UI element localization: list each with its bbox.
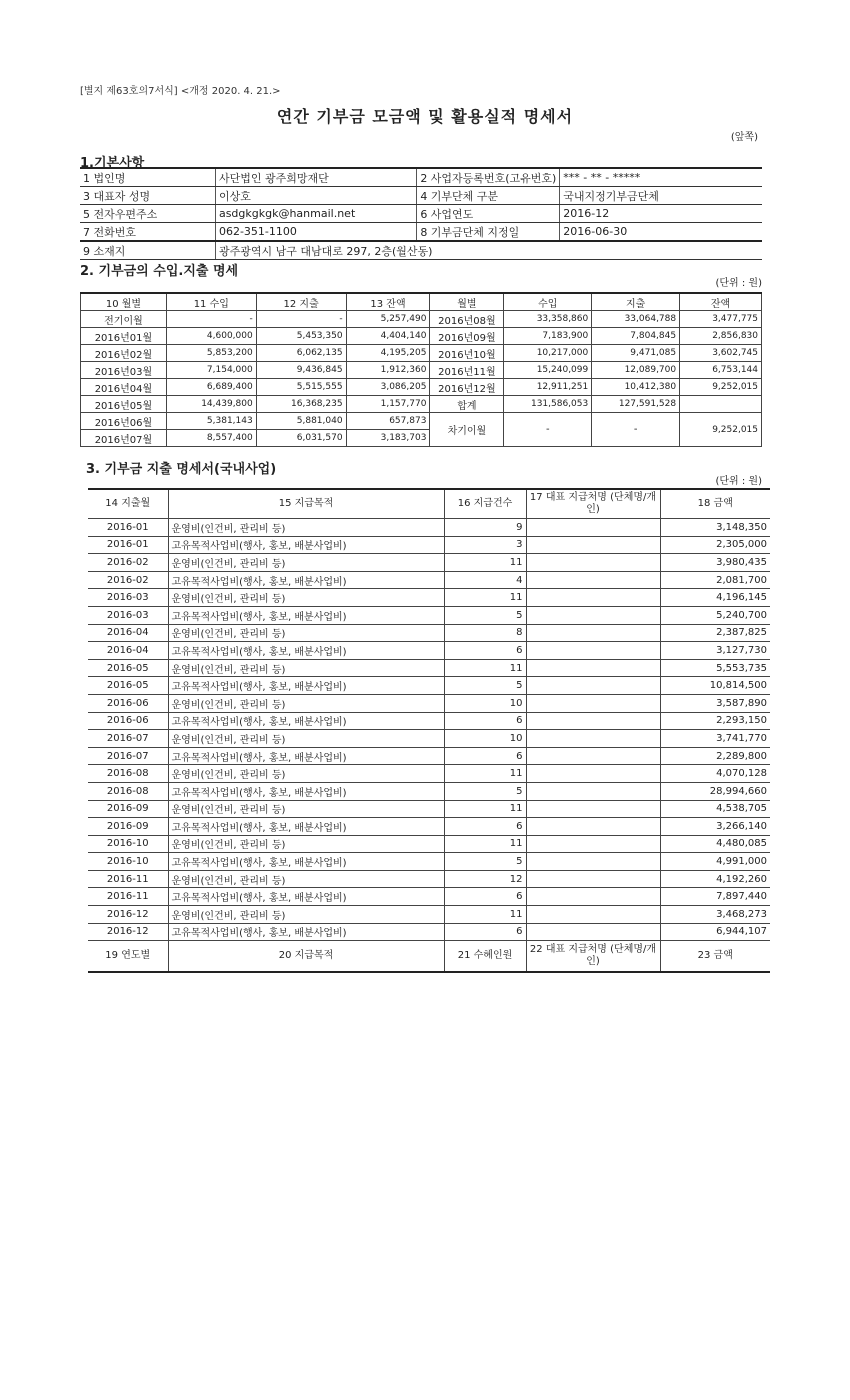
expense-count: 12 <box>444 870 526 888</box>
expense-amount: 4,070,128 <box>660 765 770 783</box>
month-income: 15,240,099 <box>504 362 592 379</box>
expense-count: 11 <box>444 554 526 572</box>
column-header: 22 대표 지급처명 (단체명/개인) <box>526 941 660 973</box>
expenditure-row <box>88 835 770 853</box>
expenditure-row <box>88 888 770 906</box>
expense-month: 2016-06 <box>88 694 168 712</box>
income-expense-row <box>81 345 762 362</box>
expense-amount: 3,148,350 <box>660 519 770 537</box>
expense-payee <box>526 694 660 712</box>
field-value: 062-351-1100 <box>215 223 416 242</box>
field-label: 7 전화번호 <box>80 223 215 242</box>
expense-month: 2016-12 <box>88 923 168 941</box>
expense-payee <box>526 677 660 695</box>
month-balance: 1,157,770 <box>346 396 430 413</box>
section3-title: 3. 기부금 지출 명세서(국내사업) <box>86 462 277 477</box>
carry-forward-expense: - <box>592 413 680 447</box>
column-header: 21 수혜인원 <box>444 941 526 973</box>
expenditure-row <box>88 554 770 572</box>
month-income: 5,381,143 <box>166 413 256 430</box>
expense-count: 11 <box>444 659 526 677</box>
expense-count: 8 <box>444 624 526 642</box>
section2-unit: (단위 : 원) <box>715 278 762 289</box>
expense-amount: 4,538,705 <box>660 800 770 818</box>
expense-count: 11 <box>444 800 526 818</box>
expense-amount: 2,293,150 <box>660 712 770 730</box>
expenditure-table <box>88 488 770 973</box>
expense-count: 11 <box>444 589 526 607</box>
expense-purpose: 고유목적사업비(행사, 홍보, 배분사업비) <box>168 677 444 695</box>
expense-payee <box>526 853 660 871</box>
expense-amount: 2,081,700 <box>660 571 770 589</box>
expense-count: 6 <box>444 747 526 765</box>
month-expense: 16,368,235 <box>256 396 346 413</box>
expense-purpose: 고유목적사업비(행사, 홍보, 배분사업비) <box>168 642 444 660</box>
basic-info-row <box>80 205 762 223</box>
field-value: 국내지정기부금단체 <box>560 187 762 205</box>
expenditure-row <box>88 923 770 941</box>
field-value: 2016-06-30 <box>560 223 762 242</box>
basic-info-table <box>80 167 762 260</box>
month-month: 2016년05월 <box>81 396 167 413</box>
month-expense: 12,089,700 <box>592 362 680 379</box>
month-expense: 5,881,040 <box>256 413 346 430</box>
income-expense-header-row <box>81 293 762 311</box>
expense-amount: 4,196,145 <box>660 589 770 607</box>
expenditure-row <box>88 818 770 836</box>
field-value: *** - ** - ***** <box>560 168 762 187</box>
carry-forward-income: - <box>504 413 592 447</box>
month-income: - <box>166 311 256 328</box>
income-expense-row <box>81 396 762 413</box>
expense-purpose: 고유목적사업비(행사, 홍보, 배분사업비) <box>168 747 444 765</box>
expense-amount: 10,814,500 <box>660 677 770 695</box>
expense-month: 2016-08 <box>88 782 168 800</box>
expenditure-row <box>88 606 770 624</box>
month-month: 2016년03월 <box>81 362 167 379</box>
expense-payee <box>526 589 660 607</box>
expense-month: 2016-10 <box>88 835 168 853</box>
expense-payee <box>526 659 660 677</box>
income-expense-row <box>81 362 762 379</box>
expense-month: 2016-03 <box>88 589 168 607</box>
expenditure-row <box>88 571 770 589</box>
expense-purpose: 고유목적사업비(행사, 홍보, 배분사업비) <box>168 923 444 941</box>
field-label: 8 기부금단체 지정일 <box>417 223 560 242</box>
expense-count: 5 <box>444 606 526 624</box>
expenditure-row <box>88 589 770 607</box>
income-expense-row <box>81 328 762 345</box>
expense-payee <box>526 519 660 537</box>
expense-payee <box>526 888 660 906</box>
expense-count: 5 <box>444 782 526 800</box>
expense-month: 2016-04 <box>88 642 168 660</box>
expense-payee <box>526 870 660 888</box>
expense-purpose: 운영비(인건비, 관리비 등) <box>168 800 444 818</box>
month-month: 2016년06월 <box>81 413 167 430</box>
expense-count: 10 <box>444 730 526 748</box>
month-expense: 6,031,570 <box>256 430 346 447</box>
expense-payee <box>526 536 660 554</box>
expense-payee <box>526 624 660 642</box>
expense-amount: 3,741,770 <box>660 730 770 748</box>
expenditure-row <box>88 677 770 695</box>
expense-amount: 4,991,000 <box>660 853 770 871</box>
month-expense: - <box>256 311 346 328</box>
expenditure-row <box>88 782 770 800</box>
expense-purpose: 고유목적사업비(행사, 홍보, 배분사업비) <box>168 536 444 554</box>
expense-month: 2016-11 <box>88 870 168 888</box>
expense-payee <box>526 923 660 941</box>
expenditure-row <box>88 659 770 677</box>
expenditure-header-row <box>88 489 770 519</box>
expense-amount: 2,289,800 <box>660 747 770 765</box>
basic-info-row <box>80 187 762 205</box>
expenditure-row <box>88 642 770 660</box>
expense-amount: 3,266,140 <box>660 818 770 836</box>
basic-info-row <box>80 223 762 242</box>
column-header: 10 월별 <box>81 293 167 311</box>
expense-count: 11 <box>444 765 526 783</box>
column-header: 15 지급목적 <box>168 489 444 519</box>
expense-count: 6 <box>444 642 526 660</box>
expense-purpose: 고유목적사업비(행사, 홍보, 배분사업비) <box>168 606 444 624</box>
month-balance: 3,602,745 <box>680 345 762 362</box>
expense-month: 2016-03 <box>88 606 168 624</box>
expense-month: 2016-08 <box>88 765 168 783</box>
expense-count: 6 <box>444 888 526 906</box>
month-month: 합계 <box>430 396 504 413</box>
address-label: 9 소재지 <box>80 241 215 260</box>
expense-payee <box>526 782 660 800</box>
expense-count: 9 <box>444 519 526 537</box>
column-header: 14 지출월 <box>88 489 168 519</box>
expense-payee <box>526 606 660 624</box>
month-expense: 33,064,788 <box>592 311 680 328</box>
basic-info-row <box>80 168 762 187</box>
month-expense: 127,591,528 <box>592 396 680 413</box>
expense-count: 5 <box>444 853 526 871</box>
month-month: 2016년11월 <box>430 362 504 379</box>
expense-purpose: 운영비(인건비, 관리비 등) <box>168 519 444 537</box>
month-expense: 6,062,135 <box>256 345 346 362</box>
expense-month: 2016-09 <box>88 818 168 836</box>
month-balance: 5,257,490 <box>346 311 430 328</box>
month-income: 7,154,000 <box>166 362 256 379</box>
expense-amount: 3,468,273 <box>660 906 770 924</box>
expenditure-row <box>88 519 770 537</box>
income-expense-row <box>81 413 762 430</box>
month-month: 2016년09월 <box>430 328 504 345</box>
expense-month: 2016-06 <box>88 712 168 730</box>
expense-month: 2016-01 <box>88 536 168 554</box>
expense-purpose: 운영비(인건비, 관리비 등) <box>168 659 444 677</box>
month-month: 2016년12월 <box>430 379 504 396</box>
expense-month: 2016-12 <box>88 906 168 924</box>
income-expense-row <box>81 311 762 328</box>
expense-payee <box>526 571 660 589</box>
column-header: 17 대표 지급처명 (단체명/개인) <box>526 489 660 519</box>
month-balance <box>680 396 762 413</box>
expense-purpose: 운영비(인건비, 관리비 등) <box>168 835 444 853</box>
expenditure-row <box>88 870 770 888</box>
income-expense-table <box>80 292 762 447</box>
month-expense: 9,471,085 <box>592 345 680 362</box>
expenditure-row <box>88 536 770 554</box>
income-expense-row <box>81 379 762 396</box>
month-balance: 9,252,015 <box>680 379 762 396</box>
expense-payee <box>526 765 660 783</box>
expense-month: 2016-05 <box>88 677 168 695</box>
expense-purpose: 고유목적사업비(행사, 홍보, 배분사업비) <box>168 888 444 906</box>
month-month: 2016년08월 <box>430 311 504 328</box>
expense-purpose: 고유목적사업비(행사, 홍보, 배분사업비) <box>168 782 444 800</box>
month-balance: 4,404,140 <box>346 328 430 345</box>
column-header: 16 지급건수 <box>444 489 526 519</box>
document-title: 연간 기부금 모금액 및 활용실적 명세서 <box>276 107 574 126</box>
month-balance: 2,856,830 <box>680 328 762 345</box>
expense-count: 3 <box>444 536 526 554</box>
month-income: 14,439,800 <box>166 396 256 413</box>
field-label: 2 사업자등록번호(고유번호) <box>417 168 560 187</box>
expense-count: 5 <box>444 677 526 695</box>
expense-count: 6 <box>444 712 526 730</box>
expense-month: 2016-11 <box>88 888 168 906</box>
expense-count: 4 <box>444 571 526 589</box>
field-value: asdgkgkgk@hanmail.net <box>215 205 416 223</box>
month-expense: 5,453,350 <box>256 328 346 345</box>
expense-purpose: 운영비(인건비, 관리비 등) <box>168 554 444 572</box>
expense-amount: 4,192,260 <box>660 870 770 888</box>
section1-title: 1.기본사항 <box>80 156 145 171</box>
expense-purpose: 운영비(인건비, 관리비 등) <box>168 730 444 748</box>
expense-amount: 3,127,730 <box>660 642 770 660</box>
expense-amount: 2,305,000 <box>660 536 770 554</box>
expense-month: 2016-05 <box>88 659 168 677</box>
section2-title: 2. 기부금의 수입.지출 명세 <box>80 264 239 279</box>
expenditure-row <box>88 800 770 818</box>
expense-purpose: 운영비(인건비, 관리비 등) <box>168 589 444 607</box>
column-header: 월별 <box>430 293 504 311</box>
month-income: 10,217,000 <box>504 345 592 362</box>
month-balance: 6,753,144 <box>680 362 762 379</box>
month-month: 2016년01월 <box>81 328 167 345</box>
expenditure-row <box>88 694 770 712</box>
expenditure-row <box>88 730 770 748</box>
address-row <box>80 241 762 260</box>
month-income: 33,358,860 <box>504 311 592 328</box>
expenditure-row <box>88 624 770 642</box>
expenditure-row <box>88 853 770 871</box>
column-header: 19 연도별 <box>88 941 168 973</box>
expense-purpose: 고유목적사업비(행사, 홍보, 배분사업비) <box>168 712 444 730</box>
expense-purpose: 운영비(인건비, 관리비 등) <box>168 906 444 924</box>
month-income: 4,600,000 <box>166 328 256 345</box>
expense-purpose: 운영비(인건비, 관리비 등) <box>168 870 444 888</box>
form-reference: [별지 제63호의7서식] <개정 2020. 4. 21.> <box>80 86 281 97</box>
expense-payee <box>526 554 660 572</box>
expense-month: 2016-07 <box>88 730 168 748</box>
month-balance: 657,873 <box>346 413 430 430</box>
expense-amount: 5,240,700 <box>660 606 770 624</box>
carry-forward-balance: 9,252,015 <box>680 413 762 447</box>
expense-amount: 3,980,435 <box>660 554 770 572</box>
expense-payee <box>526 730 660 748</box>
carry-forward-month: 차기이월 <box>430 413 504 447</box>
month-expense: 5,515,555 <box>256 379 346 396</box>
expense-purpose: 운영비(인건비, 관리비 등) <box>168 624 444 642</box>
expenditure-row <box>88 747 770 765</box>
column-header: 지출 <box>592 293 680 311</box>
expense-payee <box>526 835 660 853</box>
expense-payee <box>526 712 660 730</box>
expense-payee <box>526 906 660 924</box>
field-value: 사단법인 광주희망재단 <box>215 168 416 187</box>
column-header: 20 지급목적 <box>168 941 444 973</box>
field-value: 이상호 <box>215 187 416 205</box>
month-month: 전기이월 <box>81 311 167 328</box>
front-side-mark: (앞쪽) <box>730 132 758 143</box>
field-label: 6 사업연도 <box>417 205 560 223</box>
expenditure-row <box>88 765 770 783</box>
expense-month: 2016-04 <box>88 624 168 642</box>
expense-payee <box>526 800 660 818</box>
expense-month: 2016-01 <box>88 519 168 537</box>
month-month: 2016년07월 <box>81 430 167 447</box>
expense-payee <box>526 747 660 765</box>
field-label: 3 대표자 성명 <box>80 187 215 205</box>
month-income: 131,586,053 <box>504 396 592 413</box>
expense-payee <box>526 642 660 660</box>
month-balance: 3,477,775 <box>680 311 762 328</box>
expense-count: 11 <box>444 906 526 924</box>
expense-purpose: 고유목적사업비(행사, 홍보, 배분사업비) <box>168 818 444 836</box>
month-month: 2016년02월 <box>81 345 167 362</box>
expense-amount: 6,944,107 <box>660 923 770 941</box>
month-income: 5,853,200 <box>166 345 256 362</box>
expense-month: 2016-02 <box>88 554 168 572</box>
expenditure-row <box>88 712 770 730</box>
expense-month: 2016-07 <box>88 747 168 765</box>
month-expense: 7,804,845 <box>592 328 680 345</box>
month-expense: 10,412,380 <box>592 379 680 396</box>
column-header: 잔액 <box>680 293 762 311</box>
section3-unit: (단위 : 원) <box>715 476 762 487</box>
month-month: 2016년10월 <box>430 345 504 362</box>
expense-purpose: 고유목적사업비(행사, 홍보, 배분사업비) <box>168 571 444 589</box>
field-value: 2016-12 <box>560 205 762 223</box>
expense-amount: 28,994,660 <box>660 782 770 800</box>
month-balance: 4,195,205 <box>346 345 430 362</box>
expense-count: 6 <box>444 923 526 941</box>
month-income: 7,183,900 <box>504 328 592 345</box>
column-header: 12 지출 <box>256 293 346 311</box>
expense-month: 2016-02 <box>88 571 168 589</box>
expense-amount: 2,387,825 <box>660 624 770 642</box>
expense-amount: 4,480,085 <box>660 835 770 853</box>
month-expense: 9,436,845 <box>256 362 346 379</box>
expense-payee <box>526 818 660 836</box>
field-label: 1 법인명 <box>80 168 215 187</box>
column-header: 23 금액 <box>660 941 770 973</box>
month-income: 12,911,251 <box>504 379 592 396</box>
month-balance: 3,183,703 <box>346 430 430 447</box>
expense-count: 10 <box>444 694 526 712</box>
expenditure-footer-row <box>88 941 770 973</box>
month-balance: 3,086,205 <box>346 379 430 396</box>
month-month: 2016년04월 <box>81 379 167 396</box>
expense-amount: 5,553,735 <box>660 659 770 677</box>
expense-count: 6 <box>444 818 526 836</box>
column-header: 11 수입 <box>166 293 256 311</box>
address-value: 광주광역시 남구 대남대로 297, 2층(월산동) <box>215 241 762 260</box>
expense-purpose: 운영비(인건비, 관리비 등) <box>168 694 444 712</box>
field-label: 5 전자우편주소 <box>80 205 215 223</box>
expense-purpose: 고유목적사업비(행사, 홍보, 배분사업비) <box>168 853 444 871</box>
month-balance: 1,912,360 <box>346 362 430 379</box>
column-header: 18 금액 <box>660 489 770 519</box>
expenditure-row <box>88 906 770 924</box>
expense-amount: 7,897,440 <box>660 888 770 906</box>
month-income: 8,557,400 <box>166 430 256 447</box>
expense-purpose: 운영비(인건비, 관리비 등) <box>168 765 444 783</box>
expense-amount: 3,587,890 <box>660 694 770 712</box>
expense-count: 11 <box>444 835 526 853</box>
column-header: 수입 <box>504 293 592 311</box>
expense-month: 2016-09 <box>88 800 168 818</box>
column-header: 13 잔액 <box>346 293 430 311</box>
expense-month: 2016-10 <box>88 853 168 871</box>
month-income: 6,689,400 <box>166 379 256 396</box>
field-label: 4 기부단체 구분 <box>417 187 560 205</box>
